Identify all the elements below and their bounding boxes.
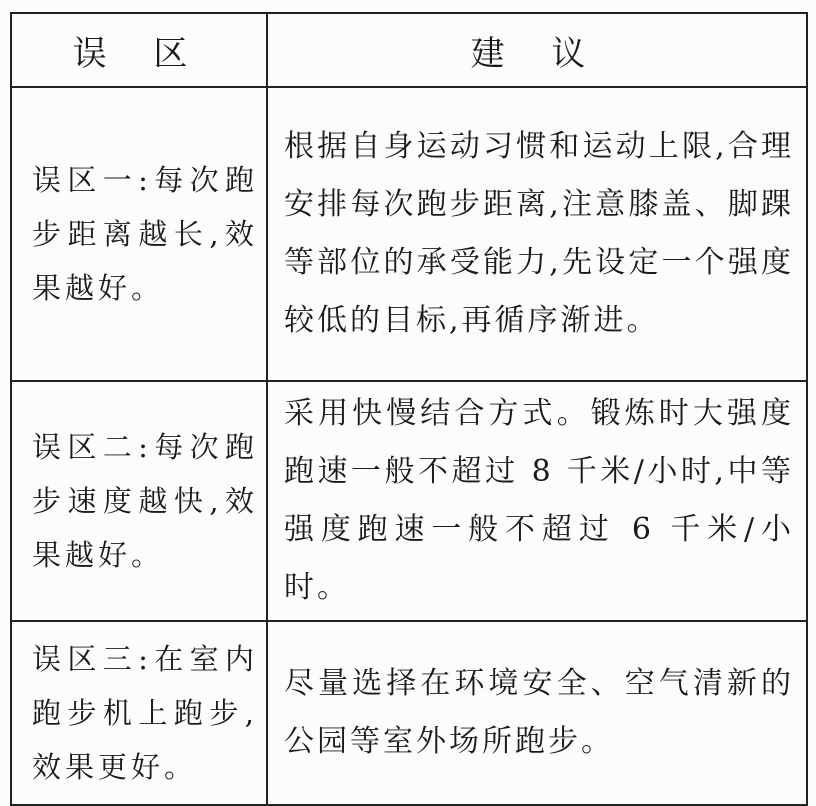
header-row <box>11 13 807 87</box>
zone-text: 误区二:每次跑步速度越快,效果越好。 <box>32 430 258 572</box>
advice-cell <box>267 381 807 621</box>
advice-text: 采用快慢结合方式。锻炼时大强度跑速一般不超过 8 千米/小时,中等强度跑速一般不超过 6 千米/小时。 <box>284 396 794 605</box>
zone-cell <box>11 87 267 381</box>
header-zone: 误 区 <box>11 13 267 87</box>
advice-text: 根据自身运动习惯和运动上限,合理安排每次跑步距离,注意膝盖、脚踝等部位的承受能力,先设定一个强度较低的目标,再循序渐进。 <box>284 129 794 338</box>
zone-text: 误区三:在室内跑步机上跑步,效果更好。 <box>32 642 258 784</box>
zone-cell <box>11 381 267 621</box>
misconception-advice-table <box>10 12 808 806</box>
zone-cell <box>11 621 267 805</box>
table-row <box>11 87 807 381</box>
advice-text: 尽量选择在环境安全、空气清新的公园等室外场所跑步。 <box>284 666 794 759</box>
zone-text: 误区一:每次跑步距离越长,效果越好。 <box>32 163 258 305</box>
header-advice: 建 议 <box>267 13 807 87</box>
advice-cell <box>267 87 807 381</box>
table-row <box>11 381 807 621</box>
table-row <box>11 621 807 805</box>
advice-cell <box>267 621 807 805</box>
